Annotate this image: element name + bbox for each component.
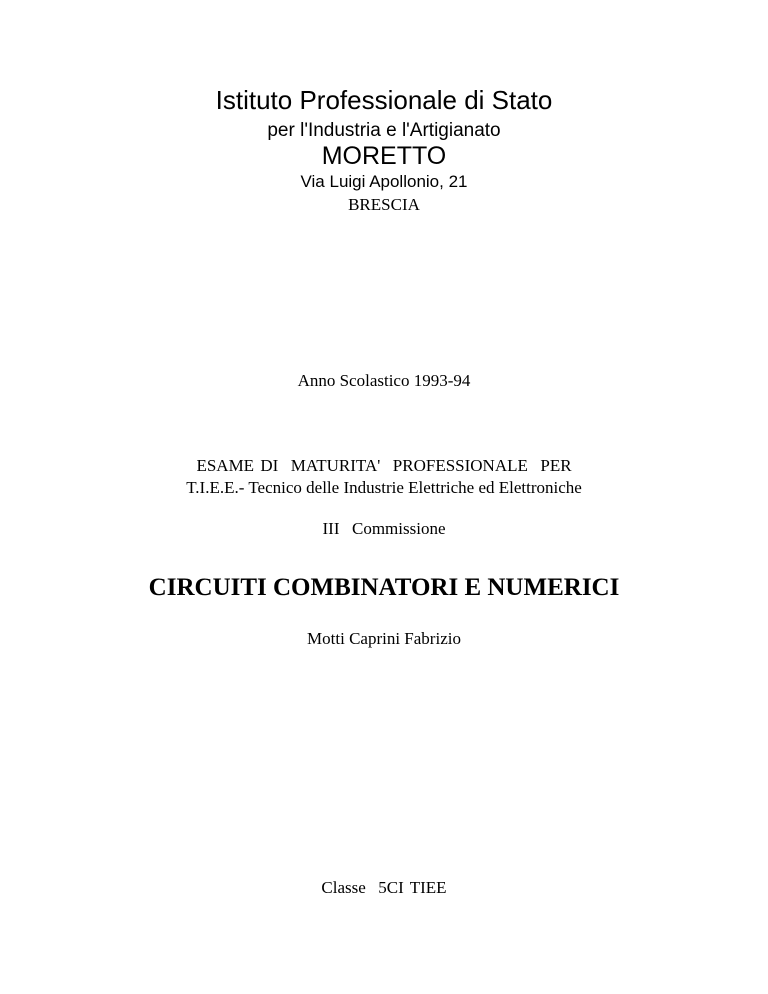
exam-specialization: T.I.E.E.- Tecnico delle Industrie Elettriche ed Elettroniche xyxy=(186,478,582,497)
commission-label: III Commissione xyxy=(322,519,446,538)
document-title: CIRCUITI COMBINATORI E NUMERICI xyxy=(148,574,620,601)
school-address: Via Luigi Apollonio, 21 xyxy=(300,172,468,191)
school-city: BRESCIA xyxy=(348,195,420,214)
school-year: Anno Scolastico 1993-94 xyxy=(297,371,471,390)
school-name: MORETTO xyxy=(321,142,447,170)
author-name: Motti Caprini Fabrizio xyxy=(307,629,461,648)
institute-subtitle: per l'Industria e l'Artigianato xyxy=(267,120,501,141)
institute-name: Istituto Professionale di Stato xyxy=(215,85,553,115)
exam-heading: ESAME DI MATURITA' PROFESSIONALE PER xyxy=(196,456,572,475)
class-label: Classe 5CI TIEE xyxy=(321,878,447,897)
